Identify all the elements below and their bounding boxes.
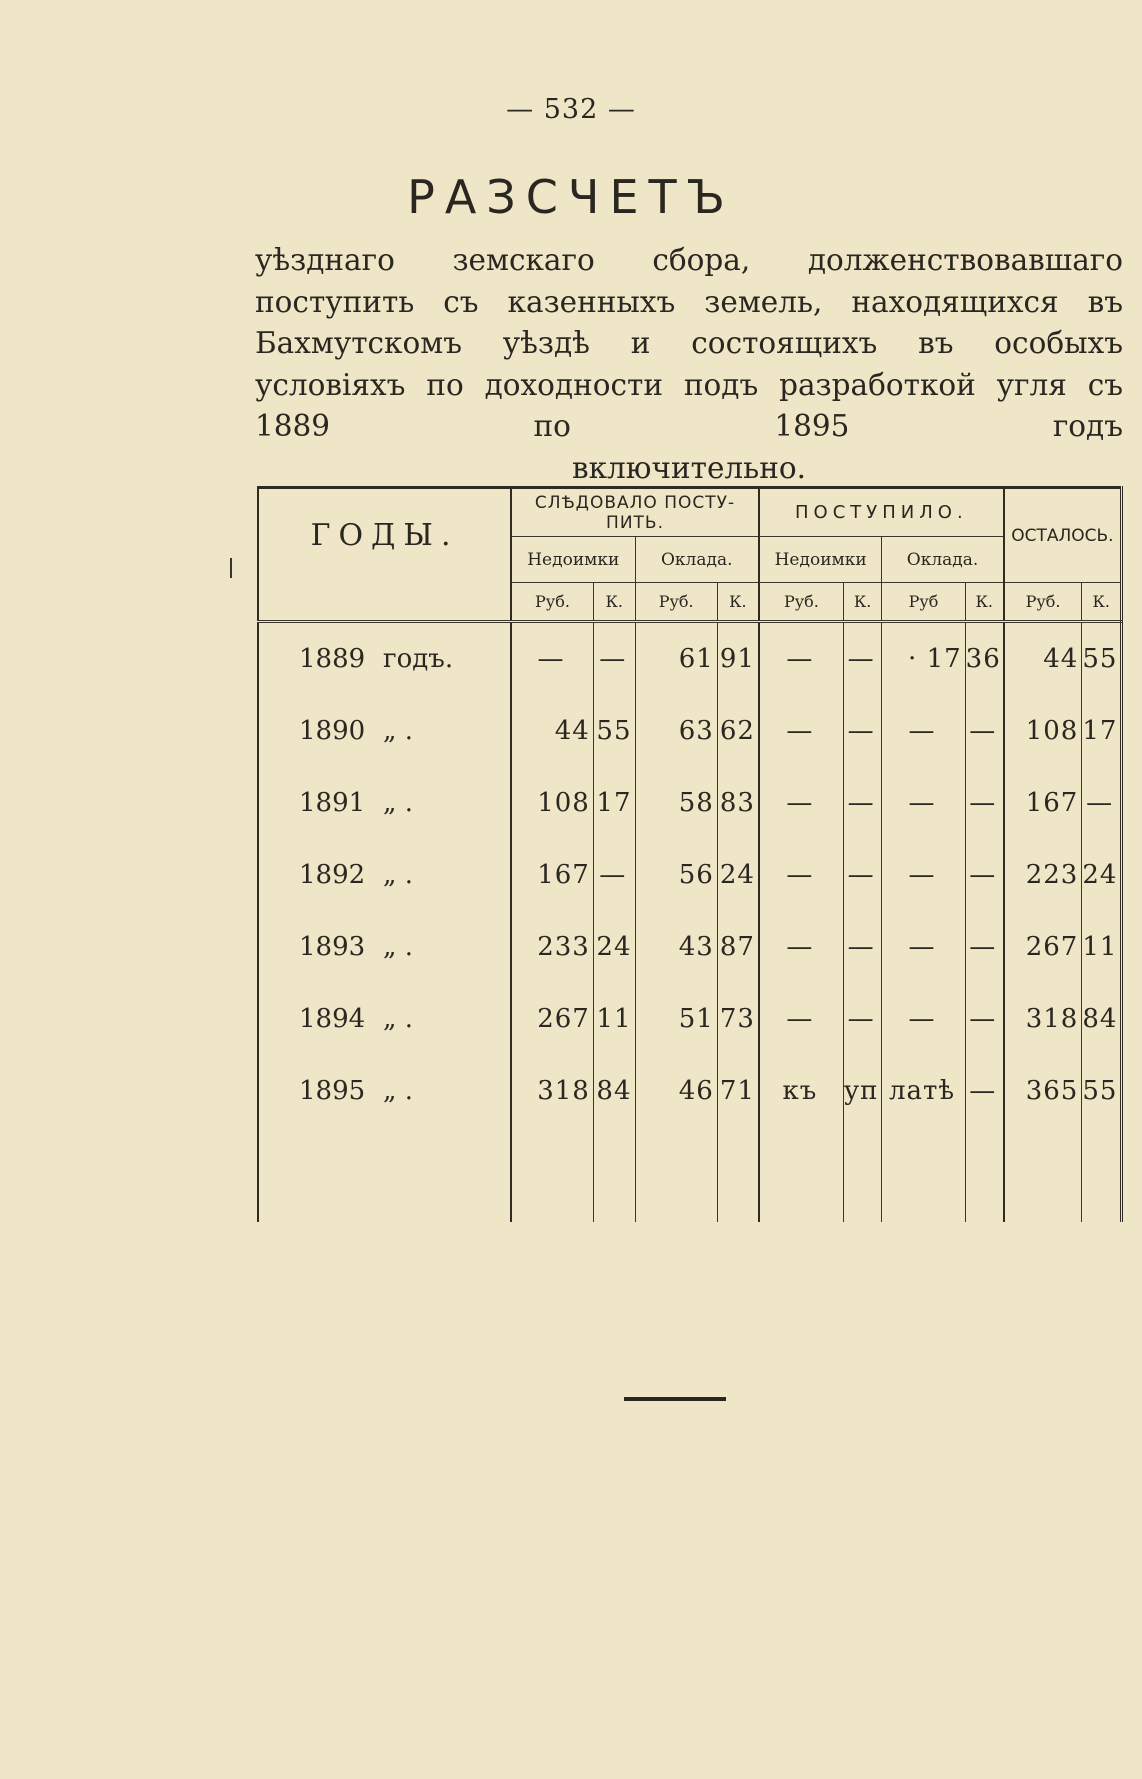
unit-kop: К. xyxy=(1082,583,1122,622)
received-arrears-rub: — xyxy=(759,983,843,1055)
received-arrears-kop: уп xyxy=(843,1055,882,1127)
remaining-kop: 24 xyxy=(1082,839,1122,911)
year-cell xyxy=(258,839,511,911)
received-arrears-kop: — xyxy=(843,983,882,1055)
remaining-kop: 11 xyxy=(1082,911,1122,983)
received-arrears-rub: — xyxy=(759,695,843,767)
received-salary-kop: 36 xyxy=(965,622,1004,696)
year-suffix: годъ. xyxy=(383,644,454,674)
due-arrears-kop: — xyxy=(593,622,635,696)
remaining-rub: 318 xyxy=(1004,983,1082,1055)
due-salary-kop: 62 xyxy=(717,695,759,767)
remaining-rub: 108 xyxy=(1004,695,1082,767)
remaining-kop: 17 xyxy=(1082,695,1122,767)
received-arrears-rub: — xyxy=(759,767,843,839)
year-value: 1889 xyxy=(299,644,366,674)
header-received: ПОСТУПИЛО. xyxy=(759,488,1004,537)
received-arrears-kop: — xyxy=(843,839,882,911)
year-suffix: „ . xyxy=(383,788,413,818)
year-value: 1895 xyxy=(299,1076,366,1106)
remaining-rub: 44 xyxy=(1004,622,1082,696)
header-received-salary: Оклада. xyxy=(882,537,1004,583)
received-arrears-rub: — xyxy=(759,622,843,696)
remaining-rub: 167 xyxy=(1004,767,1082,839)
section-rule xyxy=(624,1397,726,1401)
due-arrears-kop: 55 xyxy=(593,695,635,767)
year-cell xyxy=(258,983,511,1055)
received-salary-rub: · 17 xyxy=(882,622,965,696)
received-arrears-kop: — xyxy=(843,622,882,696)
received-arrears-kop: — xyxy=(843,767,882,839)
header-due-arrears: Недоимки xyxy=(511,537,635,583)
remaining-rub: 267 xyxy=(1004,911,1082,983)
table-row xyxy=(258,839,1122,911)
received-salary-rub: латѣ xyxy=(882,1055,965,1127)
received-salary-kop: — xyxy=(965,767,1004,839)
due-arrears-kop: — xyxy=(593,839,635,911)
received-salary-rub: — xyxy=(882,911,965,983)
due-arrears-kop: 17 xyxy=(593,767,635,839)
received-salary-kop: — xyxy=(965,983,1004,1055)
table-row xyxy=(258,767,1122,839)
document-subtitle xyxy=(255,240,1123,489)
unit-rub: Руб. xyxy=(759,583,843,622)
due-arrears-rub: 318 xyxy=(511,1055,593,1127)
due-salary-rub: 46 xyxy=(635,1055,717,1127)
year-value: 1893 xyxy=(299,932,366,962)
due-arrears-kop: 84 xyxy=(593,1055,635,1127)
remaining-kop: — xyxy=(1082,767,1122,839)
due-arrears-rub: 44 xyxy=(511,695,593,767)
table-row xyxy=(258,983,1122,1055)
due-salary-kop: 87 xyxy=(717,911,759,983)
tax-table xyxy=(257,486,1123,1222)
margin-mark xyxy=(230,558,232,578)
due-salary-rub: 58 xyxy=(635,767,717,839)
table-padding-row xyxy=(258,1127,1122,1222)
received-salary-kop: — xyxy=(965,911,1004,983)
due-salary-kop: 71 xyxy=(717,1055,759,1127)
due-arrears-kop: 11 xyxy=(593,983,635,1055)
due-arrears-kop: 24 xyxy=(593,911,635,983)
due-salary-kop: 24 xyxy=(717,839,759,911)
remaining-kop: 55 xyxy=(1082,622,1122,696)
due-salary-kop: 91 xyxy=(717,622,759,696)
due-arrears-rub: 233 xyxy=(511,911,593,983)
remaining-rub: 365 xyxy=(1004,1055,1082,1127)
remaining-kop: 55 xyxy=(1082,1055,1122,1127)
year-cell xyxy=(258,767,511,839)
header-years: ГОДЫ. xyxy=(258,488,511,583)
due-salary-rub: 63 xyxy=(635,695,717,767)
year-value: 1890 xyxy=(299,716,366,746)
unit-kop: К. xyxy=(843,583,882,622)
unit-kop: К. xyxy=(965,583,1004,622)
table-row xyxy=(258,911,1122,983)
received-salary-kop: — xyxy=(965,695,1004,767)
received-arrears-kop: — xyxy=(843,695,882,767)
received-salary-rub: — xyxy=(882,695,965,767)
unit-rub: Руб. xyxy=(511,583,593,622)
due-salary-rub: 51 xyxy=(635,983,717,1055)
due-salary-kop: 73 xyxy=(717,983,759,1055)
year-cell xyxy=(258,695,511,767)
year-cell xyxy=(258,911,511,983)
document-title: РАЗСЧЕТЪ xyxy=(407,170,735,224)
due-salary-rub: 56 xyxy=(635,839,717,911)
header-due: СЛѢДОВАЛО ПОСТУ-ПИТЬ. xyxy=(511,488,759,537)
received-salary-kop: — xyxy=(965,1055,1004,1127)
year-suffix: „ . xyxy=(383,860,413,890)
due-salary-kop: 83 xyxy=(717,767,759,839)
due-arrears-rub: 108 xyxy=(511,767,593,839)
year-suffix: „ . xyxy=(383,1076,413,1106)
due-arrears-rub: 267 xyxy=(511,983,593,1055)
remaining-rub: 223 xyxy=(1004,839,1082,911)
subtitle-body: уѣзднаго земскаго сбора, долженствовавшаго поступить съ казенныхъ земель, находящихся въ Бахмутскомъ уѣздѣ и состоящихъ въ особыхъ условіяхъ по доходности подъ разработкой угля съ 1889 по 1895 годъ xyxy=(255,243,1123,443)
year-cell xyxy=(258,1055,511,1127)
due-salary-rub: 61 xyxy=(635,622,717,696)
received-arrears-rub: — xyxy=(759,839,843,911)
header-years-units xyxy=(258,583,511,622)
header-remaining: ОСТАЛОСЬ. xyxy=(1004,488,1122,583)
received-salary-kop: — xyxy=(965,839,1004,911)
received-arrears-rub: къ xyxy=(759,1055,843,1127)
received-arrears-rub: — xyxy=(759,911,843,983)
unit-kop: К. xyxy=(593,583,635,622)
year-value: 1892 xyxy=(299,860,366,890)
received-salary-rub: — xyxy=(882,983,965,1055)
table-row xyxy=(258,622,1122,696)
unit-rub: Руб. xyxy=(635,583,717,622)
due-arrears-rub: — xyxy=(511,622,593,696)
received-salary-rub: — xyxy=(882,767,965,839)
header-received-arrears: Недоимки xyxy=(759,537,882,583)
year-value: 1894 xyxy=(299,1004,366,1034)
unit-rub: Руб xyxy=(882,583,965,622)
due-arrears-rub: 167 xyxy=(511,839,593,911)
table-row xyxy=(258,1055,1122,1127)
header-due-salary: Оклада. xyxy=(635,537,759,583)
table-row xyxy=(258,695,1122,767)
received-arrears-kop: — xyxy=(843,911,882,983)
year-suffix: „ . xyxy=(383,932,413,962)
due-salary-rub: 43 xyxy=(635,911,717,983)
remaining-kop: 84 xyxy=(1082,983,1122,1055)
received-salary-rub: — xyxy=(882,839,965,911)
year-suffix: „ . xyxy=(383,716,413,746)
year-value: 1891 xyxy=(299,788,366,818)
year-suffix: „ . xyxy=(383,1004,413,1034)
year-cell xyxy=(258,622,511,696)
page-number: — 532 — xyxy=(506,94,636,125)
unit-rub: Руб. xyxy=(1004,583,1082,622)
unit-kop: К. xyxy=(717,583,759,622)
subtitle-last-line: включительно. xyxy=(571,450,806,485)
